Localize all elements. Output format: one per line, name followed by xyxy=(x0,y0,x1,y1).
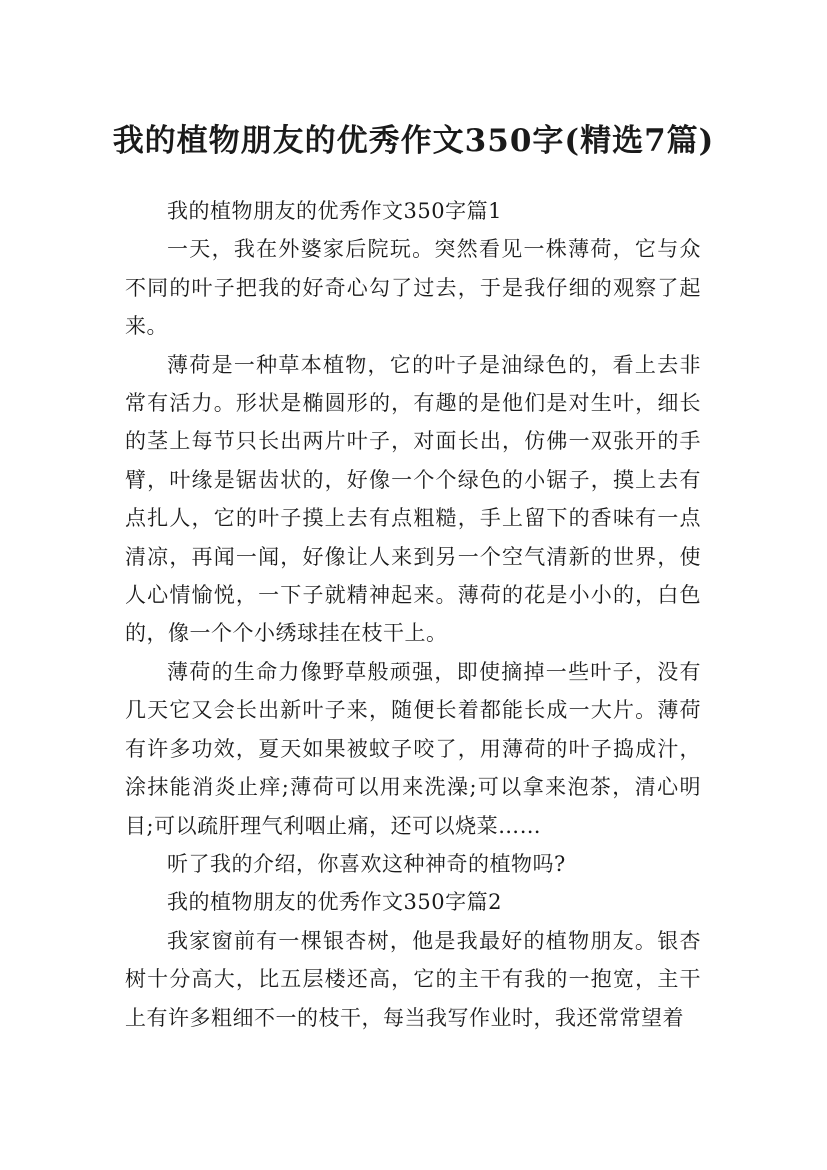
paragraph: 听了我的介绍，你喜欢这种神奇的植物吗? xyxy=(167,851,566,876)
section-heading-2: 我的植物朋友的优秀作文350字篇2 xyxy=(167,890,502,915)
paragraph: 薄荷的生命力像野草般顽强，即使摘掉一些叶子，没有几天它又会长出新叶子来，随便长着都能长成一大片。薄荷有许多功效，夏天如果被蚊子咬了，用薄荷的叶子捣成汁，涂抹能消炎止痒;薄荷可以用来洗澡;可以拿来泡茶，清心明目;可以疏肝理气利咽止痛，还可以烧菜…… xyxy=(125,659,701,838)
paragraph: 我家窗前有一棵银杏树，他是我最好的植物朋友。银杏树十分高大，比五层楼还高，它的主干有我的一抱宽，主干上有许多粗细不一的枝干，每当我写作业时，我还常常望着 xyxy=(125,928,701,1030)
document-body xyxy=(125,192,701,1037)
document-title: 我的植物朋友的优秀作文350字(精选7篇) xyxy=(112,122,715,159)
paragraph: 一天，我在外婆家后院玩。突然看见一株薄荷，它与众不同的叶子把我的好奇心勾了过去，于是我仔细的观察了起来。 xyxy=(125,237,701,339)
section-heading-1: 我的植物朋友的优秀作文350字篇1 xyxy=(167,199,502,223)
paragraph: 薄荷是一种草本植物，它的叶子是油绿色的，看上去非常有活力。形状是椭圆形的，有趣的是他们是对生叶，细长的茎上每节只长出两片叶子，对面长出，仿佛一双张开的手臂，叶缘是锯齿状的，好像一个个绿色的小锯子，摸上去有点扎人，它的叶子摸上去有点粗糙，手上留下的香味有一点清凉，再闻一闻，好像让人来到另一个空气清新的世界，使人心情愉悦，一下子就精神起来。薄荷的花是小小的，白色的，像一个个小绣球挂在枝干上。 xyxy=(125,352,701,646)
